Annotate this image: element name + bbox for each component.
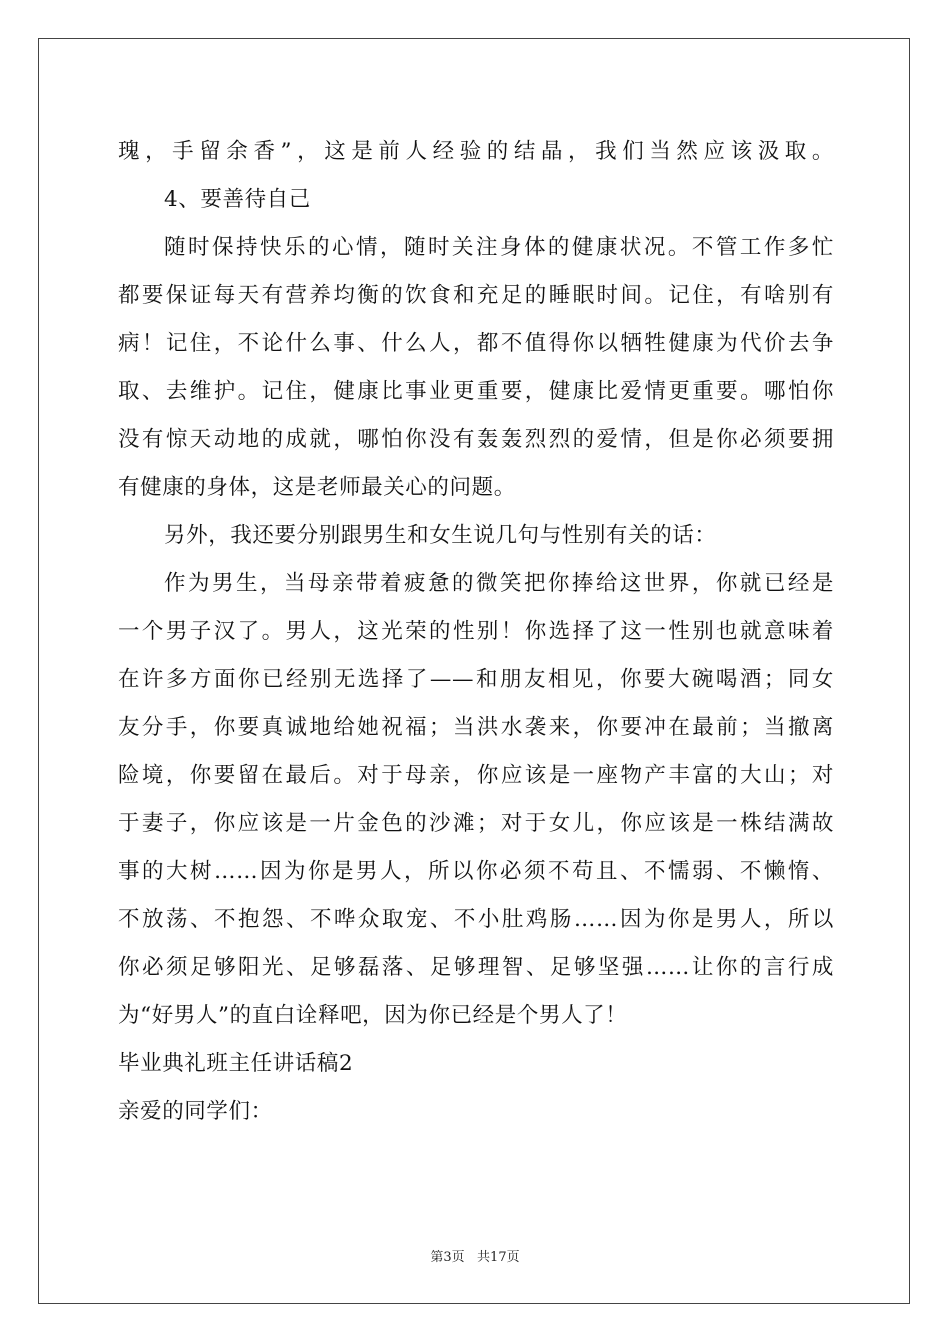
paragraph-line: 于妻子，你应该是一片金色的沙滩；对于女儿，你应该是一株结满故 xyxy=(118,811,834,836)
page-number-footer: 第3页 共17页 xyxy=(430,1250,520,1265)
paragraph-line: 病！记住，不论什么事、什么人，都不值得你以牺牲健康为代价去争 xyxy=(118,331,834,356)
document-title: 毕业典礼班主任讲话稿2 xyxy=(118,1051,354,1076)
paragraph-line: 在许多方面你已经别无选择了——和朋友相见，你要大碗喝酒；同女 xyxy=(118,667,834,692)
paragraph-line: 另外，我还要分别跟男生和女生说几句与性别有关的话： xyxy=(164,523,717,548)
paragraph-line: 事的大树……因为你是男人，所以你必须不苟且、不懦弱、不懒惰、 xyxy=(118,859,834,884)
paragraph-line: 都要保证每天有营养均衡的饮食和充足的睡眠时间。记住，有啥别有 xyxy=(118,283,834,308)
paragraph-line: 瑰，手留余香”，这是前人经验的结晶，我们当然应该汲取。 xyxy=(118,139,834,164)
section-heading: 4、要善待自己 xyxy=(164,187,311,212)
paragraph-line: 随时保持快乐的心情，随时关注身体的健康状况。不管工作多忙 xyxy=(164,235,834,260)
salutation: 亲爱的同学们： xyxy=(118,1099,273,1124)
paragraph-line: 友分手，你要真诚地给她祝福；当洪水袭来，你要冲在最前；当撤离 xyxy=(118,715,834,740)
paragraph-line: 取、去维护。记住，健康比事业更重要，健康比爱情更重要。哪怕你 xyxy=(118,379,834,404)
paragraph-line: 险境，你要留在最后。对于母亲，你应该是一座物产丰富的大山；对 xyxy=(118,763,834,788)
paragraph-line: 一个男子汉了。男人，这光荣的性别！你选择了这一性别也就意味着 xyxy=(118,619,834,644)
paragraph-line: 作为男生，当母亲带着疲惫的微笑把你捧给这世界，你就已经是 xyxy=(164,571,834,596)
paragraph-line: 有健康的身体，这是老师最关心的问题。 xyxy=(118,475,516,500)
paragraph-line: 不放荡、不抱怨、不哗众取宠、不小肚鸡肠……因为你是男人，所以 xyxy=(118,907,834,932)
paragraph-line: 没有惊天动地的成就，哪怕你没有轰轰烈烈的爱情，但是你必须要拥 xyxy=(118,427,834,452)
document-body xyxy=(118,128,834,1136)
paragraph-line: 你必须足够阳光、足够磊落、足够理智、足够坚强……让你的言行成 xyxy=(118,955,834,980)
paragraph-line: 为“好男人”的直白诠释吧，因为你已经是个男人了！ xyxy=(118,1003,628,1028)
